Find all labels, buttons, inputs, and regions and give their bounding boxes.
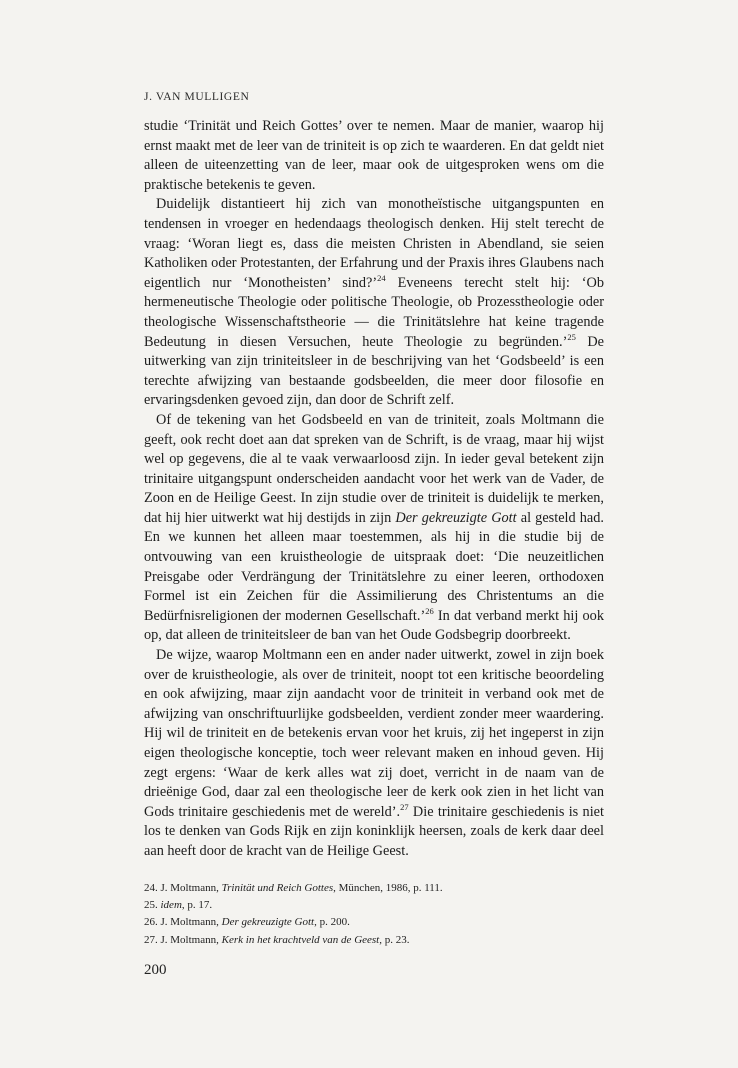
- footnote-author: J. Moltmann,: [160, 933, 222, 946]
- footnotes: [144, 880, 604, 949]
- footnote-ref-25[interactable]: 25: [567, 331, 576, 342]
- footnote-title: Trinität und Reich Gottes: [221, 882, 334, 894]
- footnote-title: idem: [160, 899, 182, 912]
- book-title-italic: Der gekreuzigte Gott: [395, 509, 517, 526]
- footnote-ref-24[interactable]: 24: [377, 272, 386, 283]
- footnote-author: J. Moltmann,: [160, 882, 222, 894]
- paragraph-segment: Duidelijk distantieert hij zich van monotheïstische uitgangspunten en tendensen in vroeger en hedendaags theologisch denken. Hij stelt terecht de vraag: ‘Woran liegt es, dass die meisten Christen in Abendland, sie seien Katholiken oder Protestanten, der Erfahrung und der Praxis ihres Glaubens nach eigentlich nur ‘Monotheisten’ sind?’: [144, 196, 604, 291]
- footnote-26: [144, 914, 604, 931]
- paragraph-3: [144, 411, 604, 646]
- footnote-rest: , München, 1986, p. 111.: [333, 882, 443, 894]
- body-text: [144, 117, 604, 862]
- paragraph-segment: De uitwerking van zijn triniteitsleer in de beschrijving van het ‘Godsbeeld’ is een terechte afwijzing van bestaande godsbeelden, die meer door filosofie en ervaringsdenken gevoed zijn, dan door de Schrift zelf.: [144, 333, 605, 409]
- footnote-ref-27[interactable]: 27: [400, 802, 409, 813]
- paragraph-segment: studie ‘Trinität und Reich Gottes’ over te nemen. Maar de manier, waarop hij ernst maakt met de leer van de triniteit is op zich te waarderen. En dat geldt niet alleen de uiteenzetting van de leer, maar ook de uitgesproken wens om die praktische betekenis te geven.: [144, 118, 604, 193]
- footnote-number: 27.: [144, 933, 158, 946]
- paragraph-segment: Die trinitaire geschiedenis is niet los te denken van Gods Rijk en zijn koninklijk heersen, zoals de kerk daar deel aan heeft door de kracht van de Heilige Geest.: [144, 803, 604, 859]
- footnote-title: Kerk in het krachtveld van de Geest: [221, 933, 380, 946]
- footnote-author: J. Moltmann,: [160, 916, 222, 929]
- footnote-rest: , p. 200.: [314, 916, 350, 929]
- paragraph-segment: Eveneens terecht stelt hij: ‘Ob hermeneutische Theologie oder politische Theologie, ob Prozesstheologie oder theologische Wissenschaftstheorie — die Trinitätslehre hat keine tragende Bedeutung in diesen Versuchen, heute Theologie zu begründen.’: [144, 274, 604, 350]
- paragraph-2: [144, 195, 604, 411]
- footnote-25: [144, 897, 604, 914]
- footnote-number: 26.: [144, 916, 158, 929]
- paragraph-segment: In dat verband merkt hij ook op, dat alleen de triniteitsleer de ban van het Oude Godsbegrip doorbreekt.: [144, 607, 604, 644]
- footnote-27: [144, 932, 604, 949]
- paragraph-segment: Of de tekening van het Godsbeeld en van de triniteit, zoals Moltmann die geeft, ook recht doet aan dat spreken van de Schrift, is de vraag, maar hij wijst wel op gegevens, die al te vaak verwaarloosd zijn. In ieder geval betekent zijn trinitaire uitgangspunt onderscheiden aandacht voor het werk van de Vader, de Zoon en de Heilige Geest. In zijn studie over de triniteit is duidelijk te merken, dat hij hier uitwerkt wat hij destijds in zijn: [144, 411, 604, 526]
- footnote-title: Der gekreuzigte Gott: [221, 916, 315, 929]
- footnote-number: 25.: [144, 899, 158, 912]
- paragraph-segment: al gesteld had. En we kunnen het alleen maar toestemmen, als hij in die studie bij de ontvouwing van een kruistheologie de uitspraak doet: ‘Die neuzeitlichen Preisgabe oder Verdrängung der Trinitätslehre zu einer leeren, orthodoxen Formel ist ein Zeichen für die Assimilierung des Christentums an die Bedürfnisreligionen der modernen Gesellschaft.’: [144, 509, 604, 624]
- footnote-rest: , p. 17.: [181, 899, 213, 912]
- paragraph-segment: De wijze, waarop Moltmann een en ander nader uitwerkt, zowel in zijn boek over de kruistheologie, als over de triniteit, noopt tot een kritische beoordeling en ook afwijzing, maar zijn aandacht voor de triniteit in verband ook met de afwijzing van onschriftuurlijke godsbeelden, verdient zonder meer waardering. Hij wil de triniteit en de betekenis ervan voor het kruis, zij het ingeperst in zijn eigen theologische konceptie, toch weer relevant maken en inhoud geven. Hij zegt ergens: ‘Waar de kerk alles wat zij doet, verricht in de naam van de drieënige God, daar zal een theologische leer de kerk ook zien in het licht van Gods trinitaire geschiedenis met de wereld’.: [144, 647, 604, 820]
- footnote-number: 24.: [144, 882, 158, 894]
- page-number: 200: [144, 962, 167, 978]
- footnote-24: [144, 880, 604, 897]
- paragraph-4: [144, 646, 604, 862]
- running-head: J. VAN MULLIGEN: [144, 91, 250, 103]
- paragraph-1: [144, 117, 604, 195]
- footnote-rest: , p. 23.: [379, 933, 410, 946]
- footnote-ref-26[interactable]: 26: [425, 606, 434, 617]
